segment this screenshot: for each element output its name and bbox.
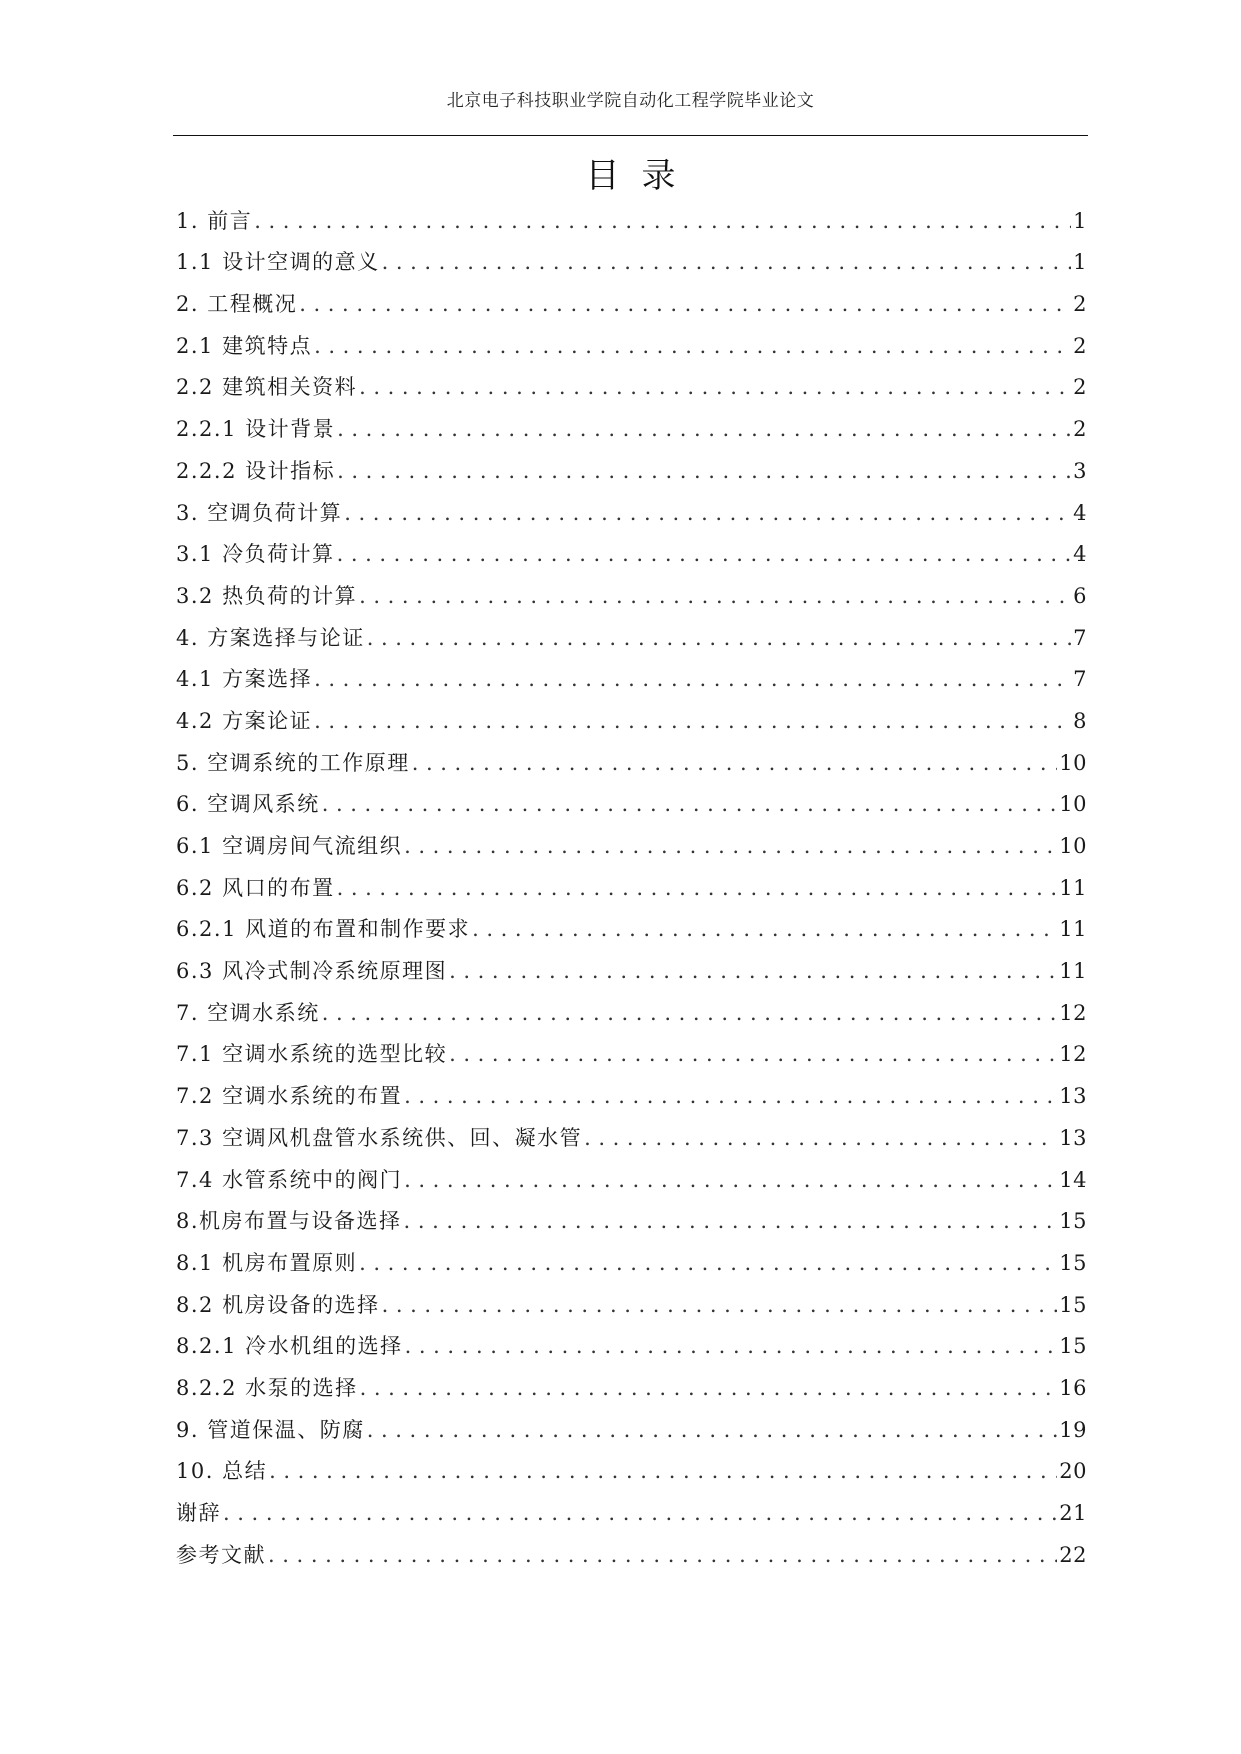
toc-entry-page: 15 <box>1059 1334 1087 1359</box>
toc-dot-leader <box>382 1290 1058 1320</box>
toc-entry-page: 11 <box>1059 917 1087 942</box>
toc-dot-leader <box>404 831 1057 861</box>
toc-entry[interactable] <box>176 1153 1087 1195</box>
toc-entry-page: 19 <box>1059 1417 1087 1442</box>
toc-dot-leader <box>359 372 1071 402</box>
toc-entry[interactable] <box>176 277 1087 319</box>
toc-entry-page: 16 <box>1059 1375 1087 1400</box>
toc-entry-label: 8.2.1 冷水机组的选择 <box>176 1334 403 1359</box>
toc-dot-leader <box>344 498 1071 528</box>
toc-entry-label: 6.2.1 风道的布置和制作要求 <box>176 917 471 942</box>
toc-entry-label: 2.2.2 设计指标 <box>176 458 336 483</box>
toc-entry-label: 5. 空调系统的工作原理 <box>176 750 410 775</box>
toc-entry[interactable] <box>176 1111 1087 1153</box>
table-of-contents <box>176 194 1087 1570</box>
toc-entry-label: 2. 工程概况 <box>176 292 298 317</box>
toc-entry[interactable] <box>176 861 1087 903</box>
toc-entry[interactable] <box>176 1403 1087 1445</box>
toc-dot-leader <box>254 206 1071 236</box>
toc-entry-page: 2 <box>1073 375 1087 400</box>
toc-entry-page: 13 <box>1059 1125 1087 1150</box>
toc-entry[interactable] <box>176 903 1087 945</box>
toc-dot-leader <box>337 414 1071 444</box>
toc-entry-page: 7 <box>1073 625 1087 650</box>
toc-entry[interactable] <box>176 444 1087 486</box>
toc-dot-leader <box>412 748 1058 778</box>
toc-entry[interactable] <box>176 1528 1087 1570</box>
toc-entry-page: 15 <box>1059 1209 1087 1234</box>
toc-entry-label: 2.1 建筑特点 <box>176 333 313 358</box>
toc-entry-label: 4. 方案选择与论证 <box>176 625 365 650</box>
toc-dot-leader <box>360 1373 1058 1403</box>
toc-entry-label: 3. 空调负荷计算 <box>176 500 343 525</box>
toc-dot-leader <box>584 1123 1057 1153</box>
toc-dot-leader <box>337 456 1071 486</box>
toc-dot-leader <box>322 789 1058 819</box>
toc-dot-leader <box>269 1456 1057 1486</box>
toc-entry-label: 7.1 空调水系统的选型比较 <box>176 1042 448 1067</box>
toc-entry-label: 2.2.1 设计背景 <box>176 417 336 442</box>
toc-entry-page: 7 <box>1073 667 1087 692</box>
toc-entry[interactable] <box>176 1445 1087 1487</box>
toc-entry-label: 7. 空调水系统 <box>176 1000 320 1025</box>
toc-entry-page: 21 <box>1059 1501 1087 1525</box>
toc-dot-leader <box>367 623 1071 653</box>
toc-dot-leader <box>367 1415 1058 1445</box>
toc-entry-page: 11 <box>1059 875 1087 900</box>
toc-entry-page: 6 <box>1073 583 1087 608</box>
toc-dot-leader <box>472 914 1057 944</box>
toc-entry[interactable] <box>176 653 1087 695</box>
toc-entry-page: 3 <box>1073 458 1087 483</box>
toc-entry-page: 1 <box>1073 208 1087 233</box>
toc-dot-leader <box>322 998 1058 1028</box>
toc-dot-leader <box>337 873 1058 903</box>
toc-dot-leader <box>382 247 1072 277</box>
toc-entry-label: 6.2 风口的布置 <box>176 875 335 900</box>
toc-entry[interactable] <box>176 1361 1087 1403</box>
toc-dot-leader <box>314 706 1071 736</box>
toc-entry[interactable] <box>176 611 1087 653</box>
toc-entry-page: 2 <box>1073 333 1087 358</box>
toc-entry-label: 7.2 空调水系统的布置 <box>176 1084 403 1109</box>
toc-entry-page: 8 <box>1073 708 1087 733</box>
toc-entry-label: 参考文献 <box>176 1542 266 1567</box>
toc-entry-page: 1 <box>1073 250 1087 275</box>
toc-entry-page: 2 <box>1073 292 1087 317</box>
toc-entry[interactable] <box>176 1320 1087 1362</box>
toc-entry-label: 10. 总结 <box>176 1459 268 1484</box>
toc-entry-page: 20 <box>1059 1459 1087 1484</box>
toc-entry-label: 谢辞 <box>176 1501 221 1525</box>
toc-dot-leader <box>404 1165 1057 1195</box>
toc-dot-leader <box>337 539 1072 569</box>
toc-entry-page: 11 <box>1059 959 1087 984</box>
toc-entry-label: 9. 管道保温、防腐 <box>176 1417 365 1442</box>
toc-entry-label: 2.2 建筑相关资料 <box>176 375 358 400</box>
toc-entry-label: 1. 前言 <box>176 208 253 233</box>
toc-title: 目录 <box>585 156 698 196</box>
toc-entry[interactable] <box>176 1028 1087 1070</box>
toc-entry-label: 8.1 机房布置原则 <box>176 1250 358 1275</box>
toc-entry-page: 4 <box>1073 500 1087 525</box>
toc-entry-label: 4.1 方案选择 <box>176 667 313 692</box>
toc-entry[interactable] <box>176 986 1087 1028</box>
toc-entry-page: 12 <box>1059 1042 1087 1067</box>
toc-entry[interactable] <box>176 236 1087 278</box>
toc-dot-leader <box>359 581 1071 611</box>
toc-dot-leader <box>449 1039 1057 1069</box>
toc-dot-leader <box>359 1248 1057 1278</box>
toc-entry-label: 8.2 机房设备的选择 <box>176 1292 380 1317</box>
toc-entry-label: 1.1 设计空调的意义 <box>176 250 380 275</box>
toc-entry-label: 6. 空调风系统 <box>176 792 320 817</box>
toc-entry-page: 15 <box>1059 1250 1087 1275</box>
toc-entry[interactable] <box>176 1236 1087 1278</box>
toc-entry[interactable] <box>176 1195 1087 1237</box>
toc-dot-leader <box>299 289 1071 319</box>
toc-entry-label: 3.1 冷负荷计算 <box>176 542 335 567</box>
toc-entry-page: 15 <box>1059 1292 1087 1317</box>
toc-entry-page: 12 <box>1059 1000 1087 1025</box>
toc-entry-label: 8.机房布置与设备选择 <box>176 1209 402 1234</box>
toc-entry-label: 8.2.2 水泵的选择 <box>176 1375 358 1400</box>
header-divider <box>173 135 1088 136</box>
toc-entry-page: 22 <box>1059 1542 1087 1567</box>
toc-entry-page: 10 <box>1059 792 1087 817</box>
toc-dot-leader <box>268 1540 1057 1570</box>
toc-entry[interactable] <box>176 361 1087 403</box>
toc-entry-label: 3.2 热负荷的计算 <box>176 583 358 608</box>
toc-dot-leader <box>404 1206 1058 1236</box>
toc-entry[interactable] <box>176 778 1087 820</box>
toc-entry-page: 14 <box>1059 1167 1087 1192</box>
toc-entry[interactable] <box>176 819 1087 861</box>
toc-entry-page: 10 <box>1059 834 1087 858</box>
toc-entry[interactable] <box>176 694 1087 736</box>
toc-entry[interactable] <box>176 569 1087 611</box>
toc-dot-leader <box>314 331 1071 361</box>
toc-dot-leader <box>314 664 1071 694</box>
toc-entry[interactable] <box>176 1069 1087 1111</box>
toc-dot-leader <box>449 956 1057 986</box>
toc-entry-label: 7.4 水管系统中的阀门 <box>176 1167 403 1192</box>
toc-dot-leader <box>223 1498 1057 1528</box>
toc-dot-leader <box>404 1081 1057 1111</box>
toc-dot-leader <box>405 1331 1058 1361</box>
toc-entry[interactable] <box>176 736 1087 778</box>
toc-entry-label: 6.3 风冷式制冷系统原理图 <box>176 959 448 984</box>
toc-entry[interactable] <box>176 1278 1087 1320</box>
toc-entry-label: 7.3 空调风机盘管水系统供、回、凝水管 <box>176 1125 583 1150</box>
toc-entry-page: 2 <box>1073 417 1087 442</box>
running-header: 北京电子科技职业学院自动化工程学院毕业论文 <box>446 91 815 111</box>
toc-entry[interactable] <box>176 194 1087 236</box>
toc-entry-page: 4 <box>1073 542 1087 567</box>
toc-entry[interactable] <box>176 528 1087 570</box>
toc-entry-label: 6.1 空调房间气流组织 <box>176 834 403 858</box>
toc-entry[interactable] <box>176 1486 1087 1528</box>
toc-entry[interactable] <box>176 319 1087 361</box>
toc-entry-page: 10 <box>1059 750 1087 775</box>
toc-entry[interactable] <box>176 944 1087 986</box>
toc-entry-page: 13 <box>1059 1084 1087 1109</box>
toc-entry[interactable] <box>176 486 1087 528</box>
toc-entry-label: 4.2 方案论证 <box>176 708 313 733</box>
toc-entry[interactable] <box>176 402 1087 444</box>
